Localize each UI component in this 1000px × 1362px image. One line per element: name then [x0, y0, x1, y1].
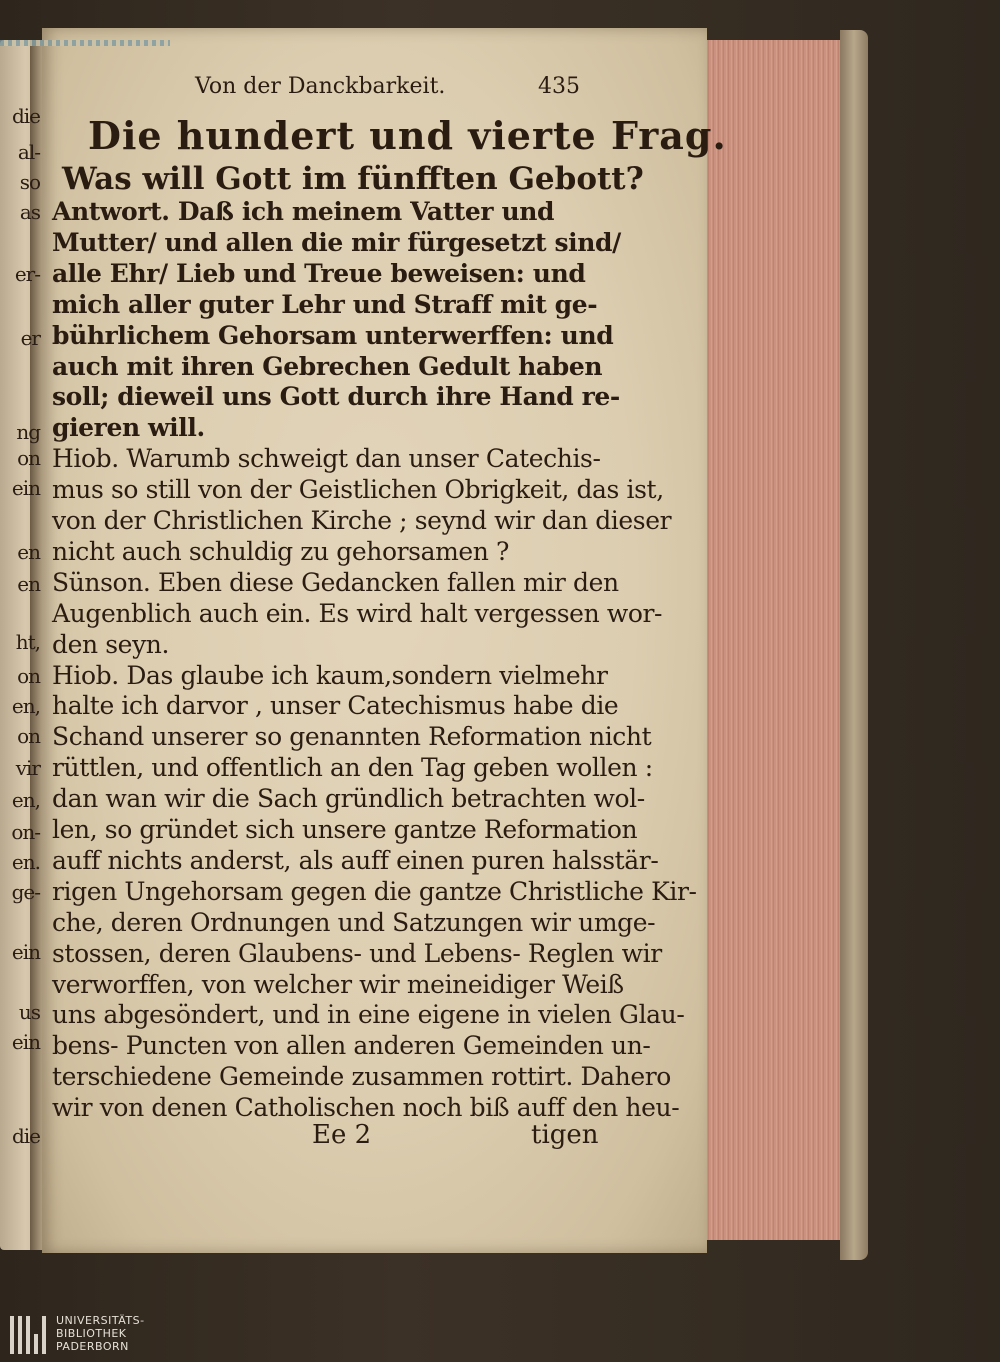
- text-line: mich aller guter Lehr und Straff mit ge-: [52, 289, 598, 319]
- left-page-fragment: on: [17, 664, 40, 688]
- left-page-fragment: ein: [11, 940, 40, 964]
- left-page-fragment: en,: [11, 788, 40, 812]
- book-cover-edge: [840, 30, 868, 1260]
- text-line: stossen, deren Glaubens- und Lebens- Reglen wir: [52, 938, 662, 968]
- left-page-fragment: ein: [11, 476, 40, 500]
- left-page-fragment: on: [17, 724, 40, 748]
- left-page-fragment: ein: [11, 1030, 40, 1054]
- left-page-fragment: al-: [17, 140, 40, 164]
- left-page-fragment: as: [19, 200, 40, 224]
- logo-line-2: BIBLIOTHEK: [56, 1327, 127, 1340]
- text-line: Hiob. Das glaube ich kaum,sondern vielmehr: [52, 660, 608, 690]
- logo-line-1: UNIVERSITÄTS-: [56, 1314, 145, 1327]
- left-page-fragment: on-: [11, 820, 40, 844]
- left-page-fragment: er: [20, 326, 40, 350]
- text-line: dan wan wir die Sach gründlich betrachten wol-: [52, 784, 645, 814]
- text-line: che, deren Ordnungen und Satzungen wir umge-: [52, 907, 656, 937]
- catchword: tigen: [531, 1120, 599, 1150]
- left-page-fragment: ht,: [15, 630, 40, 654]
- text-line: len, so gründet sich unsere gantze Reformation: [52, 815, 638, 844]
- left-page-fragment: en: [17, 572, 40, 596]
- text-line: uns abgesöndert, und in eine eigene in vielen Glau-: [52, 1000, 685, 1030]
- left-page-fragment: en: [17, 540, 40, 564]
- text-line: auff nichts anderst, als auff einen puren halsstär-: [52, 845, 659, 875]
- text-line: von der Christlichen Kirche ; seynd wir dan dieser: [52, 506, 672, 535]
- text-line: Augenblich auch ein. Es wird halt vergessen wor-: [52, 598, 663, 628]
- left-page-fragment: er-: [14, 262, 40, 286]
- text-line: rüttlen, und offentlich an den Tag geben wollen :: [52, 753, 653, 783]
- signature-mark: Ee 2: [312, 1120, 372, 1150]
- left-page-fragment: die: [11, 104, 40, 128]
- left-page-fragment: ng: [16, 420, 40, 444]
- left-page-fragment: vir: [15, 756, 40, 780]
- chapter-title: Die hundert und vierte Frag.: [88, 113, 727, 158]
- text-line: Schand unserer so genannten Reformation nicht: [52, 722, 652, 752]
- text-line: nicht auch schuldig zu gehorsamen ?: [52, 536, 510, 566]
- left-page-fragment: en.: [11, 850, 40, 874]
- library-logo-icon: [8, 1314, 48, 1358]
- text-line: halte ich darvor , unser Catechismus habe die: [52, 691, 619, 721]
- logo-line-3: PADERBORN: [56, 1340, 129, 1353]
- text-line: Antwort. Daß ich meinem Vatter und: [52, 197, 555, 226]
- text-line: rigen Ungehorsam gegen die gantze Christliche Kir-: [52, 876, 697, 906]
- text-line: bens- Puncten von allen anderen Gemeinden un-: [52, 1031, 651, 1061]
- page-number: 435: [538, 74, 580, 99]
- binding-thread: [0, 40, 170, 46]
- text-line: den seyn.: [52, 629, 170, 659]
- text-line: Mutter/ und allen die mir fürgesetzt sind/: [52, 227, 621, 257]
- text-line: bührlichem Gehorsam unterwerffen: und: [52, 320, 614, 350]
- running-head: Von der Danckbarkeit.: [195, 74, 446, 99]
- question-heading: Was will Gott im fünfften Gebott?: [62, 161, 644, 197]
- text-line: Hiob. Warumb schweigt dan unser Catechis-: [52, 444, 601, 474]
- left-page-fragment: die: [11, 1124, 40, 1148]
- text-line: terschiedene Gemeinde zusammen rottirt. Dahero: [52, 1062, 671, 1092]
- text-line: alle Ehr/ Lieb und Treue beweisen: und: [52, 258, 586, 288]
- left-page-fragment: so: [19, 170, 40, 194]
- text-line: mus so still von der Geistlichen Obrigkeit, das ist,: [52, 475, 664, 505]
- left-page-fragment: us: [18, 1000, 40, 1024]
- left-page-fragment: en,: [11, 694, 40, 718]
- left-page-fragment: on: [17, 446, 40, 470]
- text-line: soll; dieweil uns Gott durch ihre Hand re-: [52, 382, 620, 412]
- text-line: wir von denen Catholischen noch biß auff den heu-: [52, 1093, 680, 1123]
- page-block-edges: [700, 40, 852, 1240]
- left-page-fragment: ge-: [11, 880, 40, 904]
- text-line: verworffen, von welcher wir meineidiger Weiß: [52, 969, 624, 999]
- text-line: auch mit ihren Gebrechen Gedult haben: [52, 351, 603, 381]
- text-line: gieren will.: [52, 413, 205, 443]
- text-line: Sünson. Eben diese Gedancken fallen mir den: [52, 567, 619, 597]
